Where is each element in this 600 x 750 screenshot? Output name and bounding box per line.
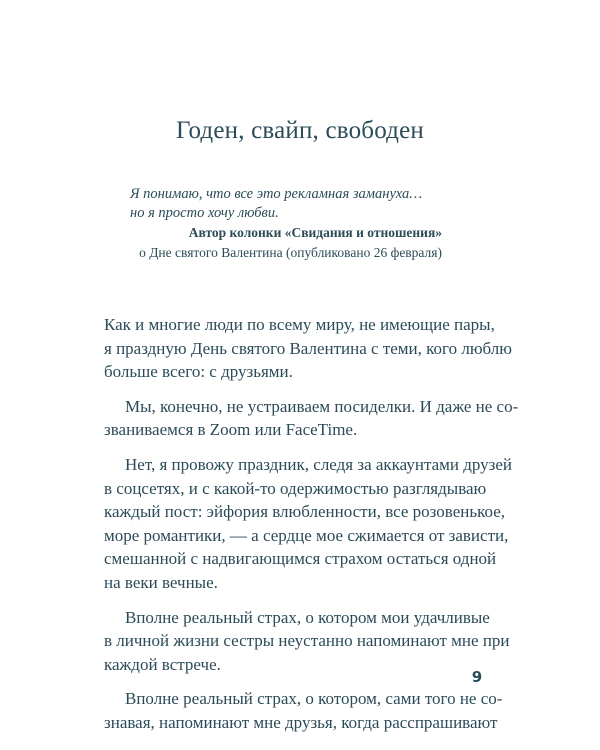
text-line: море романтики, — а сердце мое сжимается от зависти, xyxy=(104,525,509,545)
text-line: в соцсетях, и с какой-то одержимостью разглядываю xyxy=(104,478,487,498)
epigraph-source: о Дне святого Валентина (опубликовано 26 февраля) xyxy=(139,245,442,260)
text-line: я праздную День святого Валентина с теми, кого люблю xyxy=(104,338,512,358)
text-line: знавая, напоминают мне друзья, когда расспрашивают xyxy=(104,712,498,732)
text-line: Как и многие люди по всему миру, не имеющие пары, xyxy=(104,315,495,334)
page-number: 9 xyxy=(471,668,483,686)
paragraph xyxy=(104,395,519,442)
paragraph xyxy=(104,606,510,677)
epigraph-quote xyxy=(130,185,442,223)
epigraph-quote-line: Я понимаю, что все это рекламная замануха… xyxy=(130,186,423,202)
text-line: больше всего: с друзьями. xyxy=(104,362,293,382)
epigraph-quote-line: но я просто хочу любви. xyxy=(130,205,279,221)
text-line: Вполне реальный страх, о котором, сами того не со- xyxy=(125,689,503,709)
paragraph xyxy=(104,687,503,734)
text-line: Вполне реальный страх, о котором мои удачливые xyxy=(125,607,490,627)
epigraph-author: Автор колонки «Свидания и отношения» xyxy=(188,225,442,240)
text-line: Нет, я провожу праздник, следя за аккаунтами друзей xyxy=(125,454,513,474)
text-line: Мы, конечно, не устраиваем посиделки. И даже не со- xyxy=(125,396,519,416)
text-line: на веки вечные. xyxy=(104,572,218,592)
epigraph-attribution xyxy=(130,223,442,263)
text-line: в личной жизни сестры неустанно напоминают мне при xyxy=(104,631,510,651)
text-line: каждый пост: эйфория влюбленности, все розовенькое, xyxy=(104,502,506,522)
text-line: каждой встрече. xyxy=(104,654,221,674)
paragraph xyxy=(104,313,512,384)
chapter-title: Годен, свайп, свободен xyxy=(176,117,424,144)
epigraph xyxy=(130,185,442,263)
text-line: смешанной с надвигающимся страхом остаться одной xyxy=(104,549,497,569)
body-text xyxy=(104,313,519,746)
paragraph xyxy=(104,453,513,595)
text-line: званиваемся в Zoom или FaceTime. xyxy=(104,420,358,440)
